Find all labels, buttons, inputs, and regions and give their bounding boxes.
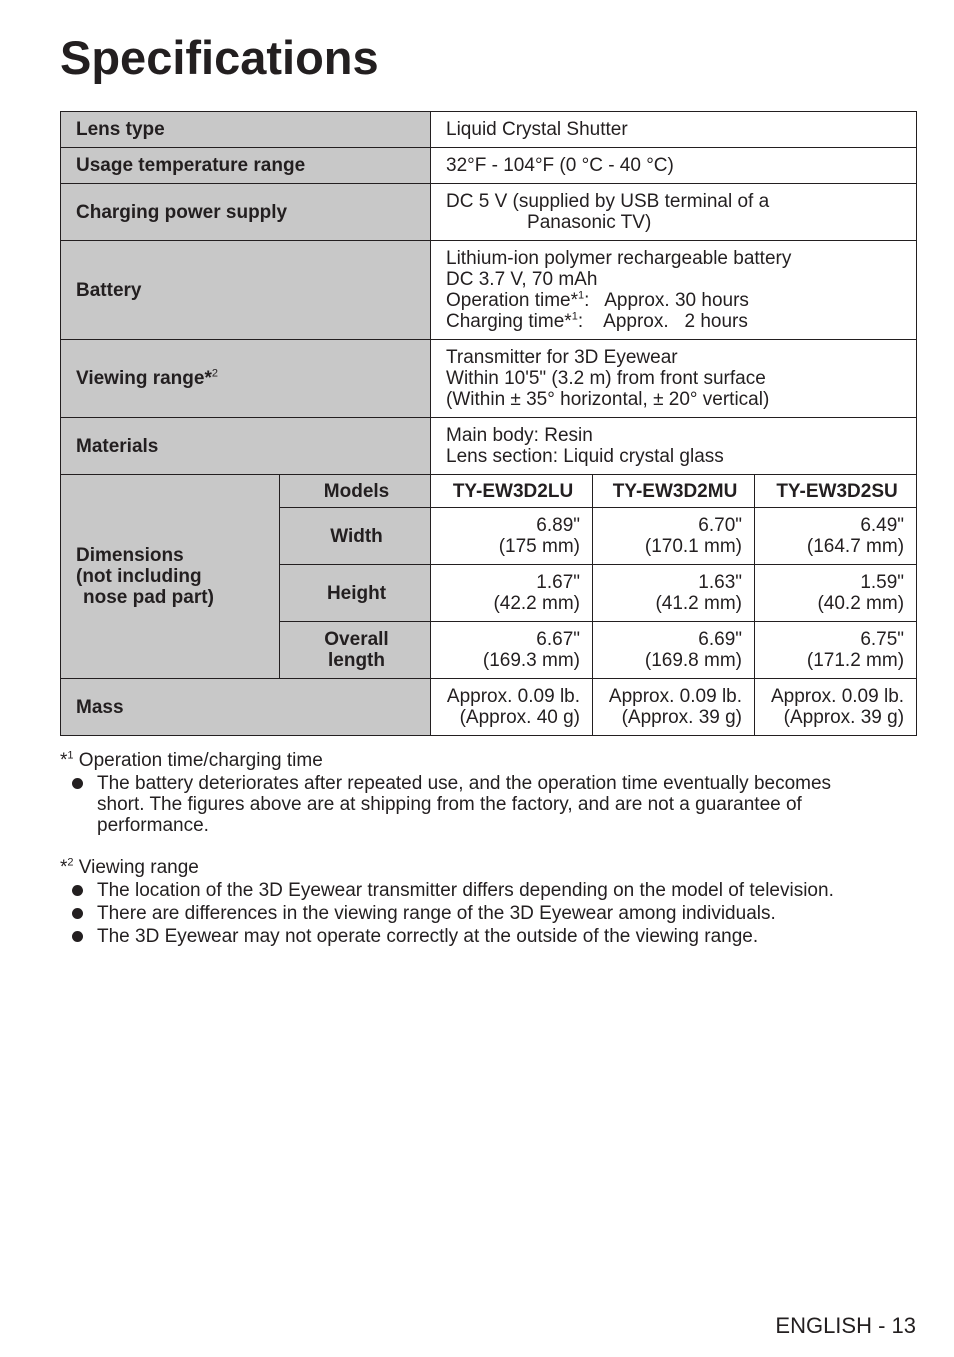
operation-time-footnote-ref: 1 (578, 289, 585, 302)
mass-g: (Approx. 39 g) (783, 707, 905, 728)
mass-cell (755, 679, 917, 736)
mass-g: (Approx. 40 g) (459, 707, 581, 728)
footnote-star: * (60, 857, 68, 878)
dimension-cell (593, 565, 755, 622)
bullet-text: The location of the 3D Eyewear transmitter differs depending on the model of television. (97, 880, 834, 901)
materials-line1: Main body: Resin (446, 425, 593, 446)
battery-charging-time (446, 311, 904, 332)
mm-value: (175 mm) (498, 536, 581, 557)
bullet-line: performance. (97, 815, 209, 836)
mm-value: (169.3 mm) (482, 650, 581, 671)
list-item (60, 926, 920, 947)
battery-value (431, 241, 917, 340)
dimension-cell (593, 508, 755, 565)
mm-value: (170.1 mm) (644, 536, 743, 557)
row-charging-power (61, 184, 917, 241)
dimensions-label-line1: Dimensions (76, 545, 184, 566)
battery-line2: DC 3.7 V, 70 mAh (446, 269, 598, 290)
footnote-number: 2 (67, 856, 74, 869)
operation-time-value: : Approx. 30 hours (584, 290, 749, 311)
charging-power-label: Charging power supply (61, 184, 431, 241)
model-header: TY-EW3D2MU (593, 475, 755, 508)
inch-value: 6.69" (698, 629, 743, 650)
viewing-range-line2: Within 10'5" (3.2 m) from front surface (446, 368, 766, 389)
bullet-icon (72, 885, 83, 896)
row-models (61, 475, 917, 508)
row-mass (61, 679, 917, 736)
model-header: TY-EW3D2SU (755, 475, 917, 508)
dimensions-label (61, 475, 280, 679)
footnote-2-list (60, 880, 920, 947)
inch-value: 6.67" (536, 629, 581, 650)
footnotes (60, 750, 920, 949)
dimension-cell (755, 622, 917, 679)
mass-label: Mass (61, 679, 431, 736)
bullet-line: The battery deteriorates after repeated use, and the operation time eventually becomes (97, 773, 832, 794)
battery-line1: Lithium-ion polymer rechargeable battery (446, 248, 792, 269)
footnote-star: * (60, 750, 68, 771)
mm-value: (41.2 mm) (655, 593, 743, 614)
mm-value: (169.8 mm) (644, 650, 743, 671)
dimensions-label-line2: (not including (76, 566, 202, 587)
operation-time-label: Operation time* (446, 290, 579, 311)
mass-cell (593, 679, 755, 736)
bullet-icon (72, 908, 83, 919)
mm-value: (40.2 mm) (817, 593, 905, 614)
dimension-cell (755, 508, 917, 565)
height-label: Height (280, 565, 431, 622)
inch-value: 6.89" (536, 515, 581, 536)
overall-length-label: Overall length (280, 622, 431, 679)
viewing-range-label (61, 340, 431, 418)
page-title: Specifications (60, 31, 379, 84)
mass-lb: Approx. 0.09 lb. (608, 686, 743, 707)
footnote-heading-text: Viewing range (73, 857, 199, 878)
bullet-icon (72, 931, 83, 942)
mass-cell (431, 679, 593, 736)
page-footer: ENGLISH - 13 (775, 1313, 916, 1338)
footnote-heading-text: Operation time/charging time (73, 750, 323, 771)
dimension-cell (755, 565, 917, 622)
charging-time-value: : Approx. 2 hours (577, 311, 748, 332)
mm-value: (164.7 mm) (806, 536, 905, 557)
inch-value: 1.63" (698, 572, 743, 593)
bullet-line: short. The figures above are at shipping from the factory, and are not a guarantee of (97, 794, 802, 815)
dimension-cell (431, 508, 593, 565)
mm-value: (171.2 mm) (806, 650, 905, 671)
inch-value: 6.70" (698, 515, 743, 536)
inch-value: 6.49" (860, 515, 905, 536)
row-viewing-range (61, 340, 917, 418)
mass-lb: Approx. 0.09 lb. (446, 686, 581, 707)
mass-lb: Approx. 0.09 lb. (770, 686, 905, 707)
bullet-text: There are differences in the viewing range of the 3D Eyewear among individuals. (97, 903, 776, 924)
viewing-range-footnote-ref: 2 (211, 367, 218, 380)
charging-power-line1: DC 5 V (supplied by USB terminal of a (446, 191, 770, 212)
temperature-value: 32°F - 104°F (0 °C - 40 °C) (431, 148, 917, 184)
charging-power-value (431, 184, 917, 241)
mass-g: (Approx. 39 g) (621, 707, 743, 728)
width-label: Width (280, 508, 431, 565)
model-header: TY-EW3D2LU (431, 475, 593, 508)
lens-type-value: Liquid Crystal Shutter (431, 112, 917, 148)
battery-label: Battery (61, 241, 431, 340)
charging-time-footnote-ref: 1 (571, 310, 578, 323)
viewing-range-value (431, 340, 917, 418)
lens-type-label: Lens type (61, 112, 431, 148)
row-lens-type (61, 112, 917, 148)
dimension-cell (593, 622, 755, 679)
specifications-table (60, 111, 917, 736)
footnote-number: 1 (67, 749, 74, 762)
list-item (60, 880, 920, 901)
materials-value (431, 418, 917, 475)
dimension-cell (431, 622, 593, 679)
row-battery (61, 241, 917, 340)
materials-label: Materials (61, 418, 431, 475)
bullet-icon (72, 778, 83, 789)
inch-value: 1.59" (860, 572, 905, 593)
materials-line2: Lens section: Liquid crystal glass (446, 446, 724, 467)
battery-operation-time (446, 290, 904, 311)
temperature-label: Usage temperature range (61, 148, 431, 184)
footnote-1-list (60, 773, 920, 836)
models-label: Models (280, 475, 431, 508)
row-materials (61, 418, 917, 475)
viewing-range-label-text: Viewing range* (76, 368, 212, 389)
dimensions-label-line3: nose pad part) (83, 587, 214, 608)
mm-value: (42.2 mm) (493, 593, 581, 614)
row-temperature (61, 148, 917, 184)
list-item (60, 903, 920, 924)
inch-value: 6.75" (860, 629, 905, 650)
charging-power-line2: Panasonic TV) (527, 212, 652, 233)
viewing-range-line3: (Within ± 35° horizontal, ± 20° vertical) (446, 389, 770, 410)
bullet-text: The 3D Eyewear may not operate correctly at the outside of the viewing range. (97, 926, 759, 947)
inch-value: 1.67" (536, 572, 581, 593)
viewing-range-line1: Transmitter for 3D Eyewear (446, 347, 678, 368)
list-item (60, 773, 920, 836)
charging-time-label: Charging time* (446, 311, 572, 332)
footnote-2-heading (60, 857, 920, 878)
footnote-1-heading (60, 750, 920, 771)
dimension-cell (431, 565, 593, 622)
